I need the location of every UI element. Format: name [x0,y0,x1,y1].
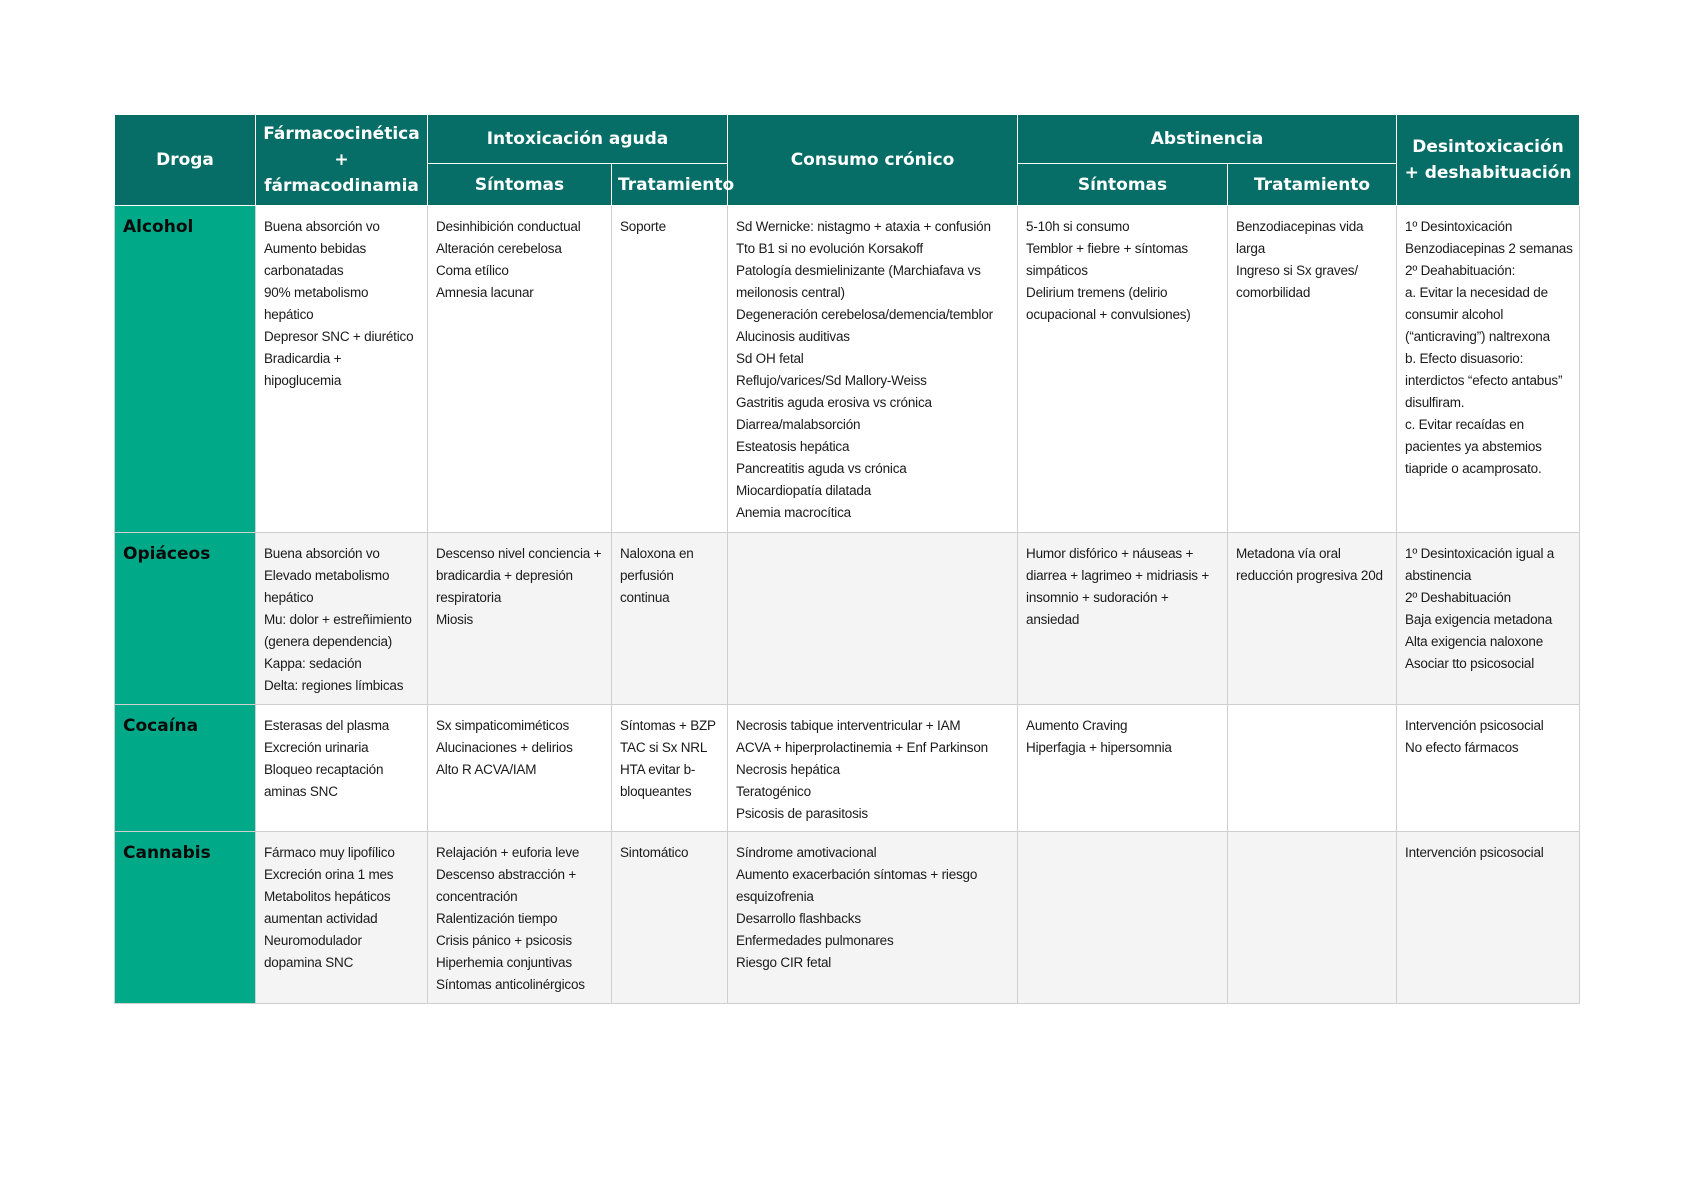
cell-line: Síntomas + BZP [620,718,716,733]
cell-abst-sintomas [1018,705,1228,832]
cell-line: Elevado metabolismo hepático [264,568,390,605]
cell-line: Delta: regiones límbicas [264,678,404,693]
cell-desintox [1397,832,1580,1004]
cell-line: ACVA + hiperprolactinemia + Enf Parkinson [736,740,988,755]
cell-intox-sintomas [428,832,612,1004]
cell-consumo [728,705,1018,832]
cell-line: Intervención psicosocial [1405,718,1544,733]
cell-intox-sintomas [428,533,612,705]
cell-line: Metabolitos hepáticos aumentan actividad [264,889,391,926]
cell-line: Excreción urinaria [264,740,369,755]
cell-abst-sintomas [1018,832,1228,1004]
cell-line: Desarrollo flashbacks [736,911,861,926]
cell-line: Benzodiacepinas vida larga [1236,219,1364,256]
cell-line: Tto B1 si no evolución Korsakoff [736,241,923,256]
cell-desintox [1397,206,1580,533]
cell-line: TAC si Sx NRL [620,740,708,755]
cell-line: Teratogénico [736,784,811,799]
cell-line: Reflujo/varices/Sd Mallory-Weiss [736,373,927,388]
header-abstinencia: Abstinencia [1018,115,1397,164]
cell-line: Síndrome amotivacional [736,845,877,860]
cell-line: Naloxona en perfusión continua [620,546,694,605]
cell-line: Desinhibición conductual [436,219,581,234]
cell-line: 90% metabolismo hepático [264,285,369,322]
cell-line: Degeneración cerebelosa/demencia/temblor [736,307,993,322]
cell-desintox [1397,705,1580,832]
cell-line: Depresor SNC + diurético [264,329,414,344]
cell-line: Mu: dolor + estreñimiento (genera dependencia) [264,612,412,649]
cell-abst-tratamiento [1228,206,1397,533]
cell-line: Sd OH fetal [736,351,804,366]
cell-intox-tratamiento [612,533,728,705]
cell-line: Miocardiopatía dilatada [736,483,872,498]
cell-line: Kappa: sedación [264,656,362,671]
cell-farmaco [256,206,428,533]
cell-line: Psicosis de parasitosis [736,806,868,821]
header-desintoxicacion: Desintoxicación + deshabituación [1397,115,1580,206]
header-consumo-cronico: Consumo crónico [728,115,1018,206]
cell-farmaco [256,533,428,705]
cell-line: Fármaco muy lipofílico [264,845,395,860]
cell-intox-sintomas [428,705,612,832]
cell-line: Benzodiacepinas 2 semanas [1405,241,1573,256]
cell-line: Delirium tremens (delirio ocupacional + convulsiones) [1026,285,1191,322]
header-droga: Droga [115,115,256,206]
drug-table [114,114,1580,1004]
cell-line: Alteración cerebelosa [436,241,562,256]
cell-intox-tratamiento [612,705,728,832]
cell-line: Ingreso si Sx graves/ comorbilidad [1236,263,1358,300]
cell-desintox [1397,533,1580,705]
cell-line: Aumento exacerbación síntomas + riesgo esquizofrenia [736,867,978,904]
cell-line: HTA evitar b-bloqueantes [620,762,696,799]
cell-line: Hiperfagia + hipersomnia [1026,740,1172,755]
cell-line: Enfermedades pulmonares [736,933,894,948]
cell-line: Anemia macrocítica [736,505,851,520]
cell-consumo [728,533,1018,705]
cell-line: Asociar tto psicosocial [1405,656,1534,671]
cell-farmaco [256,832,428,1004]
cell-farmaco [256,705,428,832]
cell-line: Amnesia lacunar [436,285,534,300]
cell-line: Alucinosis auditivas [736,329,850,344]
cell-line: Alucinaciones + delirios [436,740,573,755]
header-abst-sintomas: Síntomas [1018,164,1228,206]
cell-abst-sintomas [1018,533,1228,705]
cell-line: Esteatosis hepática [736,439,850,454]
cell-line: Descenso nivel conciencia + bradicardia + depresión respiratoria [436,546,602,605]
cell-line: b. Efecto disuasorio: interdictos “efecto antabus” disulfiram. [1405,351,1563,410]
drug-name-cannabis: Cannabis [115,832,256,1004]
cell-line: 2º Deahabituación: [1405,263,1516,278]
cell-line: 2º Deshabituación [1405,590,1511,605]
header-intox-tratamiento: Tratamiento [612,164,728,206]
cell-abst-tratamiento [1228,832,1397,1004]
cell-line: Sx simpaticomiméticos [436,718,570,733]
cell-line: 1º Desintoxicación [1405,219,1513,234]
cell-line: Bradicardia + hipoglucemia [264,351,342,388]
cell-line: Bloqueo recaptación aminas SNC [264,762,384,799]
cell-line: Síntomas anticolinérgicos [436,977,585,992]
cell-line: No efecto fármacos [1405,740,1519,755]
cell-line: Riesgo CIR fetal [736,955,832,970]
header-intoxicacion-aguda: Intoxicación aguda [428,115,728,164]
cell-line: Soporte [620,219,666,234]
cell-line: Crisis pánico + psicosis [436,933,572,948]
cell-line: Sintomático [620,845,689,860]
cell-line: Excreción orina 1 mes [264,867,394,882]
cell-line: c. Evitar recaídas en pacientes ya abstemios tiapride o acamprosato. [1405,417,1542,476]
cell-consumo [728,206,1018,533]
header-farmacocinetica: Fármacocinética + fármacodinamia [256,115,428,206]
cell-line: Metadona vía oral reducción progresiva 20d [1236,546,1383,583]
drug-name-alcohol: Alcohol [115,206,256,533]
cell-line: Alta exigencia naloxone [1405,634,1544,649]
cell-line: Sd Wernicke: nistagmo + ataxia + confusión [736,219,991,234]
drug-name-cocaina: Cocaína [115,705,256,832]
cell-line: Patología desmielinizante (Marchiafava vs meilonosis central) [736,263,981,300]
cell-line: Miosis [436,612,474,627]
table-row [115,832,1580,1004]
cell-line: Necrosis hepática [736,762,840,777]
cell-abst-tratamiento [1228,705,1397,832]
cell-line: Neuromodulador dopamina SNC [264,933,362,970]
cell-line: 5-10h si consumo [1026,219,1130,234]
cell-intox-tratamiento [612,206,728,533]
cell-line: Pancreatitis aguda vs crónica [736,461,907,476]
drug-name-opiaceos: Opiáceos [115,533,256,705]
table-row [115,705,1580,832]
cell-intox-tratamiento [612,832,728,1004]
cell-line: Diarrea/malabsorción [736,417,861,432]
cell-consumo [728,832,1018,1004]
cell-line: a. Evitar la necesidad de consumir alcohol (“anticraving”) naltrexona [1405,285,1550,344]
cell-line: Humor disfórico + náuseas + diarrea + lagrimeo + midriasis + insomnio + sudoración + ansiedad [1026,546,1210,627]
cell-abst-tratamiento [1228,533,1397,705]
table-body [115,206,1580,1004]
cell-line: Relajación + euforia leve [436,845,580,860]
cell-line: Alto R ACVA/IAM [436,762,537,777]
cell-line: Aumento bebidas carbonatadas [264,241,367,278]
cell-line: Buena absorción vo [264,546,380,561]
cell-line: Temblor + fiebre + síntomas simpáticos [1026,241,1188,278]
table-row [115,206,1580,533]
cell-intox-sintomas [428,206,612,533]
table-row [115,533,1580,705]
cell-line: Coma etílico [436,263,509,278]
cell-line: Buena absorción vo [264,219,380,234]
cell-line: Descenso abstracción + concentración [436,867,577,904]
cell-line: 1º Desintoxicación igual a abstinencia [1405,546,1555,583]
cell-line: Gastritis aguda erosiva vs crónica [736,395,932,410]
cell-line: Ralentización tiempo [436,911,558,926]
header-intox-sintomas: Síntomas [428,164,612,206]
cell-line: Baja exigencia metadona [1405,612,1553,627]
cell-line: Esterasas del plasma [264,718,390,733]
cell-line: Hiperhemia conjuntivas [436,955,572,970]
cell-line: Intervención psicosocial [1405,845,1544,860]
header-abst-tratamiento: Tratamiento [1228,164,1397,206]
cell-line: Necrosis tabique interventricular + IAM [736,718,961,733]
cell-line: Aumento Craving [1026,718,1128,733]
cell-abst-sintomas [1018,206,1228,533]
